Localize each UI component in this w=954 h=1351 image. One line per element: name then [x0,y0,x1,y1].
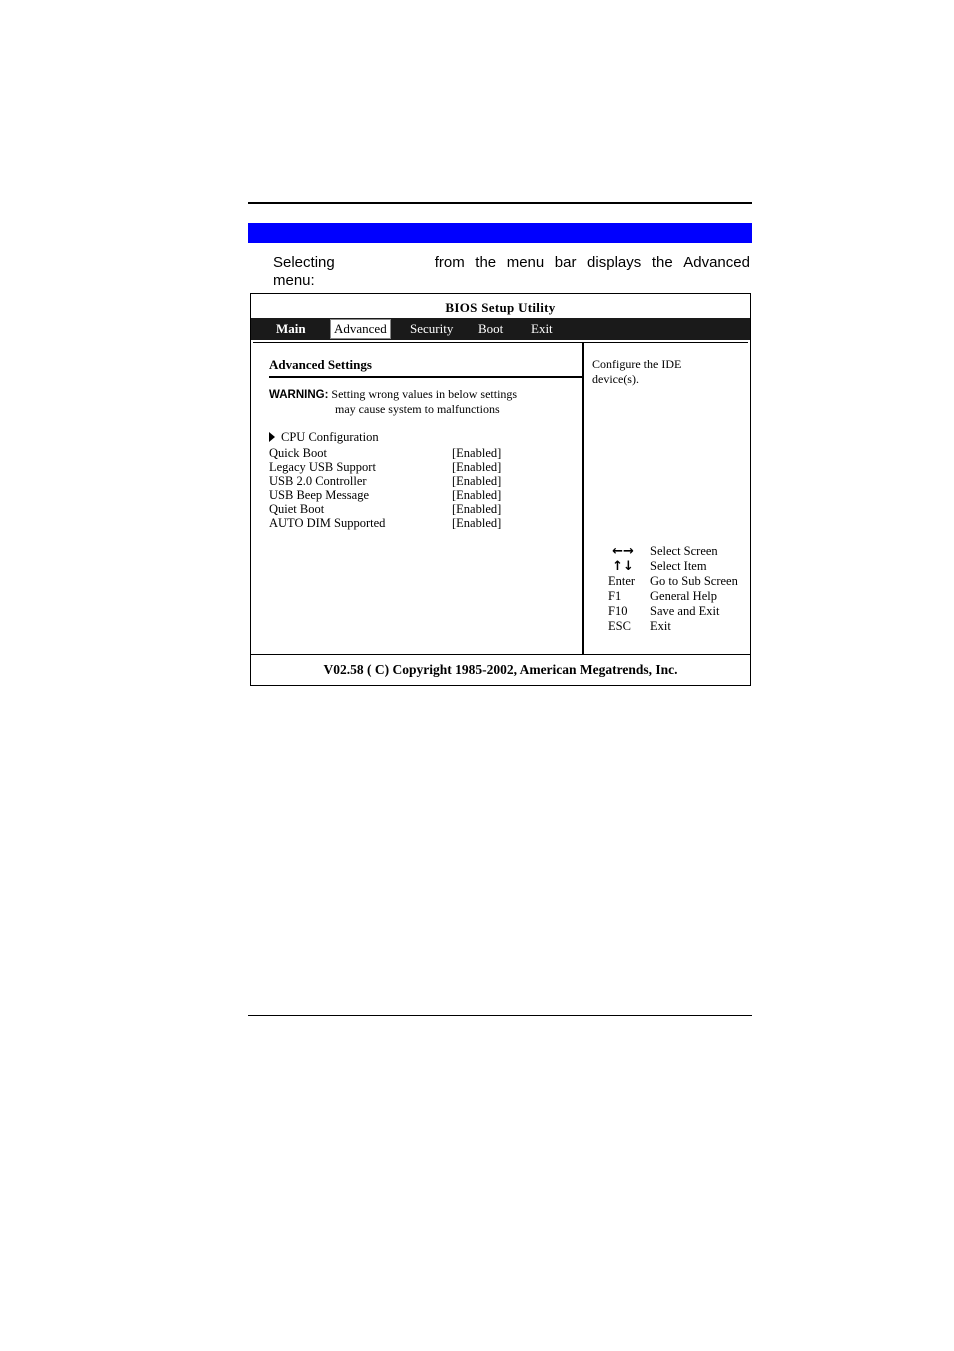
menu-exit[interactable]: Exit [531,321,553,336]
setting-name: USB 2.0 Controller [269,474,367,488]
key-legend [608,544,748,634]
intro-word: the [651,254,673,271]
bios-menubar [251,318,750,340]
warning-label: WARNING: [269,389,329,401]
intro-word: menu [506,254,545,271]
key-desc: Select Screen [650,544,718,558]
section-title: Advanced Settings [269,357,372,372]
setting-row[interactable] [269,502,569,516]
menu-advanced[interactable]: Advanced [330,319,391,339]
setting-row[interactable] [269,474,569,488]
triangle-right-icon [269,432,275,442]
setting-value[interactable]: [Enabled] [452,446,502,460]
settings-list [269,446,569,530]
key-desc: Save and Exit [650,604,720,618]
submenu-cpu-configuration[interactable] [269,430,379,445]
menu-security[interactable]: Security [410,321,454,336]
warning-line1: Setting wrong values in below settings [331,387,518,401]
setting-name: USB Beep Message [269,488,369,502]
key-row [608,559,748,574]
key-row [608,619,748,634]
warning-line2: may cause system to malfunctions [335,402,500,416]
submenu-label: CPU Configuration [281,430,379,444]
setting-value[interactable]: [Enabled] [452,502,502,516]
key-desc: General Help [650,589,717,603]
intro-paragraph [273,254,750,290]
setting-value[interactable]: [Enabled] [452,474,502,488]
section-heading-bar [248,223,752,243]
key-desc: Select Item [650,559,707,573]
intro-word: from [434,254,465,271]
key-label: F1 [608,589,622,603]
intro-line2: menu: [273,272,315,289]
intro-word: bar [554,254,577,271]
setting-name: Legacy USB Support [269,460,376,474]
copyright-footer: V02.58 ( C) Copyright 1985-2002, American Megatrends, Inc. [251,654,750,685]
key-row [608,574,748,589]
setting-name: Quick Boot [269,446,327,460]
intro-word: displays [587,254,642,271]
help-pane [584,342,748,654]
up-down-arrows-icon: ↑↓ [612,559,634,574]
warning-text [269,387,517,416]
bios-title: BIOS Setup Utility [445,300,556,315]
key-label: F10 [608,604,628,618]
setting-name: Quiet Boot [269,502,325,516]
setting-name: AUTO DIM Supported [269,516,386,530]
section-divider [269,376,582,378]
help-text [592,357,742,387]
key-desc: Go to Sub Screen [650,574,738,588]
setting-value[interactable]: [Enabled] [452,488,502,502]
intro-word: Advanced [683,254,750,271]
key-row [608,544,748,559]
menu-boot[interactable]: Boot [478,321,504,336]
setting-value[interactable]: [Enabled] [452,516,502,530]
setting-row[interactable] [269,460,569,474]
key-desc: Exit [650,619,671,633]
key-row [608,589,748,604]
settings-pane [253,342,584,654]
intro-word: Selecting [273,254,335,271]
intro-word: the [475,254,497,271]
setting-row[interactable] [269,446,569,460]
top-rule [248,202,752,204]
bios-screenshot [250,293,751,686]
key-row [608,604,748,619]
key-label: Enter [608,574,636,588]
setting-row[interactable] [269,516,569,530]
bottom-rule [248,1015,752,1016]
help-line2: device(s). [592,372,639,386]
key-label: ESC [608,619,631,633]
setting-value[interactable]: [Enabled] [452,460,502,474]
help-line1: Configure the IDE [592,357,682,371]
menu-main[interactable]: Main [276,321,306,336]
setting-row[interactable] [269,488,569,502]
left-right-arrows-icon: ←→ [612,544,634,559]
